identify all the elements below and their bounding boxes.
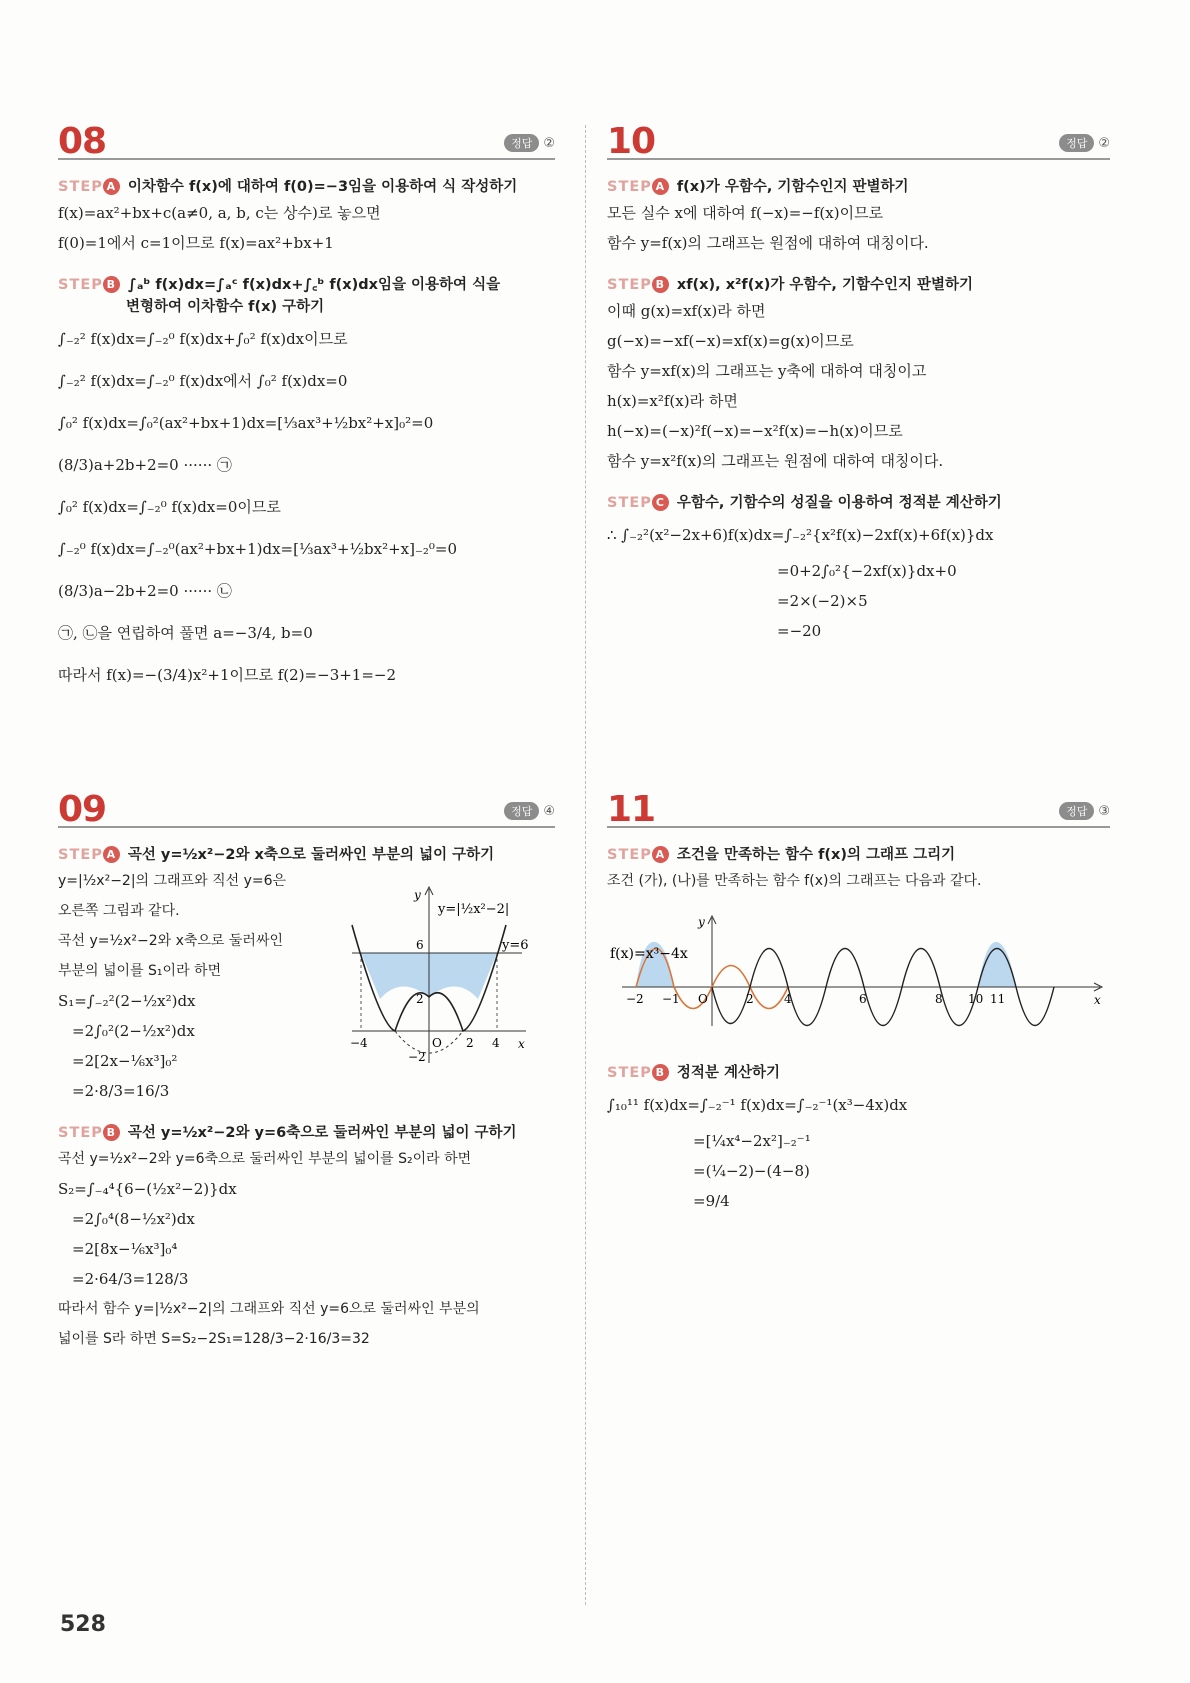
page-number: 528 <box>60 1612 106 1637</box>
step-letter: A <box>103 178 120 195</box>
tick-label: 10 <box>968 992 984 1006</box>
solution-line: (8/3)a−2b+2=0 ······ ㉡ <box>58 582 232 600</box>
step-letter: A <box>103 846 120 863</box>
tick-label: 2 <box>746 992 754 1006</box>
step-c-heading <box>607 492 1110 514</box>
problem-header <box>607 112 1110 160</box>
problem-number: 08 <box>58 121 107 162</box>
step-title: xf(x), x²f(x)가 우함수, 기함수인지 판별하기 <box>676 277 974 293</box>
problem-header <box>58 780 555 828</box>
solution-line: =(¼−2)−(4−8) <box>693 1162 810 1180</box>
problem-10 <box>607 112 1110 646</box>
x-axis-label: x <box>1094 993 1101 1007</box>
solution-line: ∴ ∫₋₂²(x²−2x+6)f(x)dx=∫₋₂²{x²f(x)−2xf(x)+6f(x)}dx <box>607 526 994 544</box>
x-axis-label: x <box>518 1037 525 1051</box>
step-title: 이차함수 f(x)에 대하여 f(0)=−3임을 이용하여 식 작성하기 <box>127 179 518 195</box>
solution-line: =2·64/3=128/3 <box>72 1270 189 1288</box>
solution-line: 오른쪽 그림과 같다. <box>58 903 180 919</box>
answer-badge <box>504 802 555 820</box>
answer-value: ③ <box>1098 804 1110 819</box>
step-title: 곡선 y=½x²−2와 y=6축으로 둘러싸인 부분의 넓이 구하기 <box>127 1125 517 1141</box>
answer-value: ② <box>1098 136 1110 151</box>
step-label: STEP <box>58 179 103 195</box>
solution-line: ∫₋₂² f(x)dx=∫₋₂⁰ f(x)dx에서 ∫₀² f(x)dx=0 <box>58 372 348 390</box>
solution-line: y=|½x²−2|의 그래프와 직선 y=6은 <box>58 873 287 889</box>
step-a-heading <box>607 176 1110 198</box>
graph-11 <box>612 900 1112 1030</box>
solution-line: =2[8x−⅙x³]₀⁴ <box>72 1240 178 1258</box>
step-label: STEP <box>58 847 103 863</box>
y-axis-label: y <box>698 915 705 929</box>
solution-line: (8/3)a+2b+2=0 ······ ㉠ <box>58 456 232 474</box>
tick-label: O <box>698 992 708 1006</box>
step-label: STEP <box>607 277 652 293</box>
curve-label: y=|½x²−2| <box>438 902 510 917</box>
solution-line: 곡선 y=½x²−2와 y=6축으로 둘러싸인 부분의 넓이를 S₂이라 하면 <box>58 1151 472 1167</box>
step-a-heading <box>607 844 1110 866</box>
step-title: 우함수, 기함수의 성질을 이용하여 정적분 계산하기 <box>676 495 1002 511</box>
solution-line: ∫₋₂⁰ f(x)dx=∫₋₂⁰(ax²+bx+1)dx=[⅓ax³+½bx²+x]₋₂⁰=0 <box>58 540 458 558</box>
step-label: STEP <box>607 179 652 195</box>
solution-line: =9/4 <box>693 1192 730 1210</box>
line-label: y=6 <box>502 938 529 953</box>
solution-line: h(−x)=(−x)²f(−x)=−x²f(x)=−h(x)이므로 <box>607 422 903 440</box>
tick-label: 11 <box>990 992 1006 1006</box>
step-letter: A <box>652 846 669 863</box>
tick-label: 2 <box>466 1036 474 1050</box>
answer-badge <box>1059 802 1110 820</box>
solution-line: 함수 y=xf(x)의 그래프는 y축에 대하여 대칭이고 <box>607 362 927 380</box>
solution-line: =0+2∫₀²{−2xf(x)}dx+0 <box>777 562 957 580</box>
tick-label: 8 <box>935 992 943 1006</box>
problem-number: 09 <box>58 789 107 830</box>
step-label: STEP <box>607 1065 652 1081</box>
tick-label: −4 <box>350 1036 368 1050</box>
answer-label: 정답 <box>1059 802 1094 820</box>
solution-line: S₂=∫₋₄⁴{6−(½x²−2)}dx <box>58 1180 237 1198</box>
problem-header <box>607 780 1110 828</box>
step-title: f(x)가 우함수, 기함수인지 판별하기 <box>676 179 909 195</box>
solution-line: S₁=∫₋₂²(2−½x²)dx <box>58 992 196 1010</box>
solution-line: =2[2x−⅙x³]₀² <box>72 1052 178 1070</box>
solution-line: =2×(−2)×5 <box>777 592 868 610</box>
step-letter: C <box>652 494 669 511</box>
answer-label: 정답 <box>1059 134 1094 152</box>
tick-label: −1 <box>662 992 680 1006</box>
func-label: f(x)=x³−4x <box>610 946 688 962</box>
solution-line: =2∫₀⁴(8−½x²)dx <box>72 1210 195 1228</box>
tick-label: 6 <box>859 992 867 1006</box>
solution-line: f(0)=1에서 c=1이므로 f(x)=ax²+bx+1 <box>58 234 334 252</box>
answer-value: ② <box>543 136 555 151</box>
step-letter: B <box>103 276 120 293</box>
step-letter: B <box>652 1064 669 1081</box>
solution-line: ∫₀² f(x)dx=∫₀²(ax²+bx+1)dx=[⅓ax³+½bx²+x]₀²=0 <box>58 414 434 432</box>
tick-label: 4 <box>784 992 792 1006</box>
step-b-heading <box>607 1062 1110 1084</box>
solution-line: f(x)=ax²+bx+c(a≠0, a, b, c는 상수)로 놓으면 <box>58 204 381 222</box>
answer-badge <box>504 134 555 152</box>
solution-line: ∫₋₂² f(x)dx=∫₋₂⁰ f(x)dx+∫₀² f(x)dx이므로 <box>58 330 348 348</box>
step-title: 조건을 만족하는 함수 f(x)의 그래프 그리기 <box>676 847 956 863</box>
tick-label: 6 <box>416 938 424 952</box>
problem-number: 10 <box>607 121 656 162</box>
tick-label: O <box>432 1036 442 1050</box>
solution-line: 조건 (가), (나)를 만족하는 함수 f(x)의 그래프는 다음과 같다. <box>607 873 982 889</box>
solution-line: h(x)=x²f(x)라 하면 <box>607 392 738 410</box>
problem-08 <box>58 112 555 696</box>
step-b-heading <box>607 274 1110 296</box>
solution-line: 곡선 y=½x²−2와 x축으로 둘러싸인 <box>58 933 283 949</box>
solution-line: g(−x)=−xf(−x)=xf(x)=g(x)이므로 <box>607 332 854 350</box>
solution-line: 함수 y=x²f(x)의 그래프는 원점에 대하여 대칭이다. <box>607 452 944 470</box>
step-a-heading <box>58 844 555 866</box>
tick-label: −2 <box>408 1050 426 1064</box>
solution-line: =2∫₀²(2−½x²)dx <box>72 1022 195 1040</box>
answer-label: 정답 <box>504 134 539 152</box>
answer-value: ④ <box>543 804 555 819</box>
solution-line: 따라서 함수 y=|½x²−2|의 그래프와 직선 y=6으로 둘러싸인 부분의 <box>58 1301 480 1317</box>
step-title-continued: 변형하여 이차함수 f(x) 구하기 <box>126 299 325 315</box>
problem-number: 11 <box>607 789 656 830</box>
step-label: STEP <box>58 277 103 293</box>
tick-label: 4 <box>492 1036 500 1050</box>
step-letter: B <box>103 1124 120 1141</box>
step-b-heading <box>58 274 555 318</box>
solution-line: ∫₁₀¹¹ f(x)dx=∫₋₂⁻¹ f(x)dx=∫₋₂⁻¹(x³−4x)dx <box>607 1096 908 1114</box>
problem-header <box>58 112 555 160</box>
step-label: STEP <box>607 495 652 511</box>
answer-badge <box>1059 134 1110 152</box>
answer-label: 정답 <box>504 802 539 820</box>
problem-09 <box>58 780 555 1354</box>
solution-line: ㉠, ㉡을 연립하여 풀면 a=−3/4, b=0 <box>58 624 313 642</box>
solution-line: =−20 <box>777 622 822 640</box>
step-label: STEP <box>58 1125 103 1141</box>
step-letter: A <box>652 178 669 195</box>
graph-09 <box>352 885 532 1065</box>
y-axis-label: y <box>414 888 421 902</box>
tick-label: 2 <box>416 992 424 1006</box>
solution-line: ∫₀² f(x)dx=∫₋₂⁰ f(x)dx=0이므로 <box>58 498 281 516</box>
solution-line: 넓이를 S라 하면 S=S₂−2S₁=128/3−2·16/3=32 <box>58 1331 370 1347</box>
solution-line: =2·8/3=16/3 <box>72 1082 170 1100</box>
solution-line: =[¼x⁴−2x²]₋₂⁻¹ <box>693 1132 811 1150</box>
column-divider <box>585 125 586 1605</box>
solution-line: 따라서 f(x)=−(3/4)x²+1이므로 f(2)=−3+1=−2 <box>58 666 397 684</box>
solution-line: 함수 y=f(x)의 그래프는 원점에 대하여 대칭이다. <box>607 234 929 252</box>
solution-line: 부분의 넓이를 S₁이라 하면 <box>58 963 222 979</box>
step-a-heading <box>58 176 555 198</box>
step-title: 곡선 y=½x²−2와 x축으로 둘러싸인 부분의 넓이 구하기 <box>127 847 495 863</box>
step-title: ∫ₐᵇ f(x)dx=∫ₐᶜ f(x)dx+∫꜀ᵇ f(x)dx임을 이용하여 식을 <box>127 277 501 293</box>
step-letter: B <box>652 276 669 293</box>
step-title: 정적분 계산하기 <box>676 1065 780 1081</box>
step-label: STEP <box>607 847 652 863</box>
solution-line: 이때 g(x)=xf(x)라 하면 <box>607 302 766 320</box>
solution-line: 모든 실수 x에 대하여 f(−x)=−f(x)이므로 <box>607 204 884 222</box>
tick-label: −2 <box>626 992 644 1006</box>
step-b-heading <box>58 1122 555 1144</box>
